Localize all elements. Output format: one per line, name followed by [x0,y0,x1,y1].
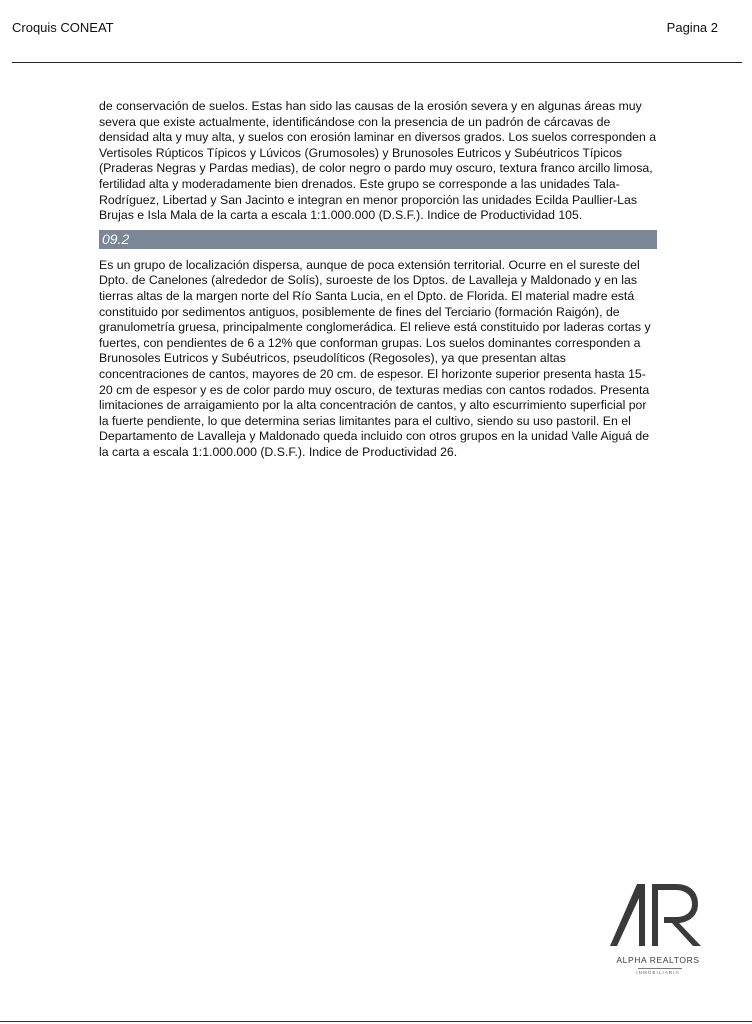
alpha-realtors-logo [606,880,710,980]
header-divider [12,62,742,63]
paragraph-continued: de conservación de suelos. Estas han sido las causas de la erosión severa y en algunas áreas muy severa que existe actualmente, identificándose con la presencia de un padrón de cárcavas de densidad alta y muy alta, y suelos con erosión laminar en diversos grados. Los suelos corresponden a Vertisoles Rúpticos Típicos y Lúvicos (Grumosoles) y Brunosoles Eutricos y Subéutricos Típicos (Praderas Negras y Pardas medias), de color negro o pardo muy oscuro, textura franco arcillo limosa, fertilidad alta y moderadamente bien drenados. Este grupo se corresponde a las unidades Tala-Rodríguez, Libertad y San Jacinto e integran en menor proporción las unidades Ecilda Paullier-Las Brujas e Isla Mala de la carta a escala 1:1.000.000 (D.S.F.). Indice de Productividad 105. [99,99,657,223]
logo-divider [638,968,682,969]
logo-subtitle: INMOBILIARIA [636,970,680,975]
page-body [99,99,657,460]
document-title: Croquis CONEAT [12,20,114,35]
section-heading-09-2: 09.2 [99,230,657,249]
logo-name: ALPHA REALTORS [616,955,700,965]
section-body: Es un grupo de localización dispersa, aunque de poca extensión territorial. Ocurre en el sureste del Dpto. de Canelones (alrededor de Solís), suroeste de los Dptos. de Lavalleja y Maldonado y en las tierras altas de la margen norte del Río Santa Lucia, en el Dpto. de Florida. El material madre está constituido por sedimentos antiguos, posiblemente de fines del Terciario (formación Raigón), de granulometría gruesa, principalmente conglomerádica. El relieve está constituido por laderas cortas y fuertes, con pendientes de 6 a 12% que conforman grupas. Los suelos dominantes corresponden a Brunosoles Eutricos y Subéutricos, pseudolíticos (Regosoles), ya que presentan altas concentraciones de cantos, mayores de 20 cm. de espesor. El horizonte superior presenta hasta 15-20 cm de espesor y es de color pardo muy oscuro, de texturas medias con cantos rodados. Presenta limitaciones de arraigamiento por la alta concentración de cantos, y alto escurrimiento superficial por la fuerte pendiente, lo que determina serias limitantes para el cultivo, siendo su uso pastoril. En el Departamento de Lavalleja y Maldonado queda incluido con otros grupos en la unidad Valle Aiguá de la carta a escala 1:1.000.000 (D.S.F.). Indice de Productividad 26. [99,257,651,459]
page-bottom-border [0,1021,752,1022]
page-number: Pagina 2 [666,20,718,35]
